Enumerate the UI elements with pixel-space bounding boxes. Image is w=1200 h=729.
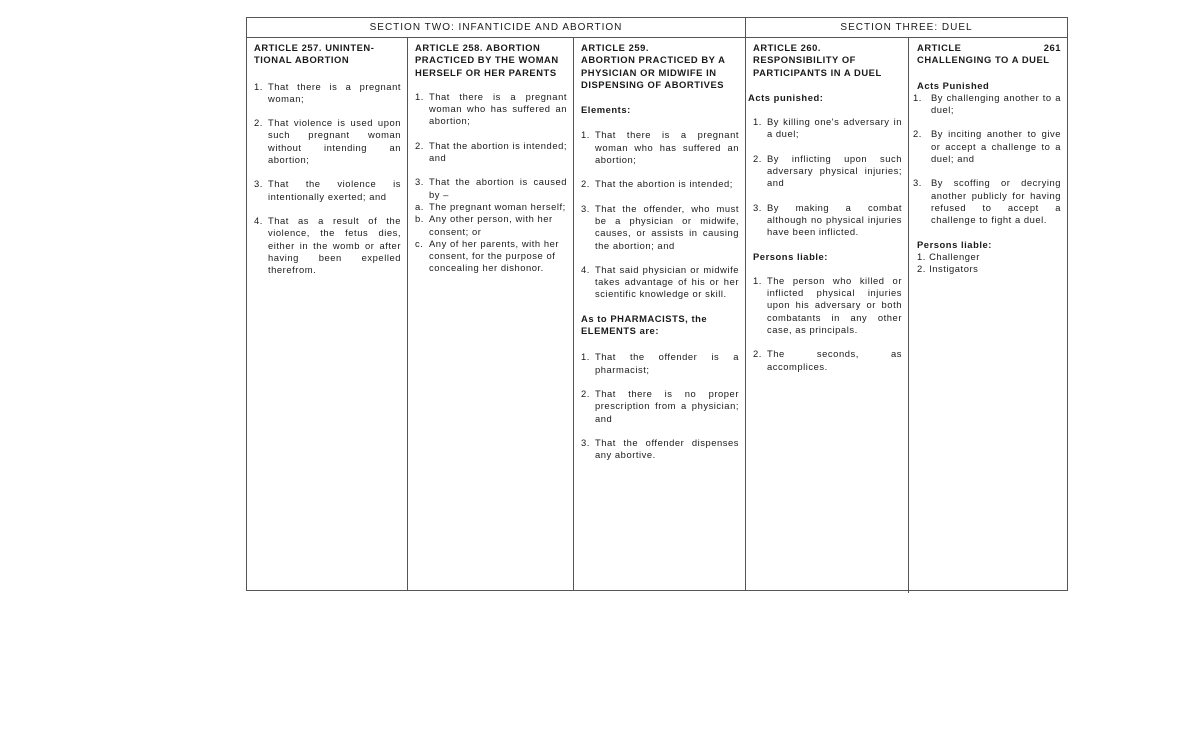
list-item: 1. That the offender is a pharmacist;: [581, 351, 739, 375]
list-item: 3. By making a combat although no physical injuries have been inflicted.: [753, 201, 902, 238]
article-258-list: [415, 91, 567, 201]
section-three-header: SECTION THREE: DUEL: [746, 18, 1067, 38]
acts-punished-label: Acts punished:: [748, 91, 824, 103]
article-257-column: [247, 38, 408, 590]
list-item: 1. By challenging another to a duel;: [913, 91, 1061, 116]
list-item: c. Any of her parents, with her consent, for the purpose of concealing her dishonor.: [415, 237, 560, 274]
list-item: 3. That the offender, who must be a physician or midwife, causes, or assists in causing the abortion; and: [581, 202, 739, 251]
list-item: 1. Challenger: [917, 250, 980, 262]
article-258-title: ARTICLE 258. ABORTION PRACTICED BY THE WOMAN HERSELF OR HER PARENTS: [415, 42, 559, 78]
penal-code-table: [246, 17, 1068, 591]
article-260-acts-list: [753, 116, 902, 238]
list-item: 1. By killing one's adversary in a duel;: [753, 116, 902, 140]
article-259-title: ARTICLE 259. ABORTION PRACTICED BY A PHYSICIAN OR MIDWIFE IN DISPENSING OF ABORTIVES: [581, 42, 726, 90]
list-item: 4. That as a result of the violence, the fetus dies, either in the womb or after having been expelled therefrom.: [254, 214, 401, 276]
article-257-title-line-2: TIONAL ABORTION: [254, 54, 350, 66]
article-260-persons-list: [753, 275, 902, 373]
article-260-column: [746, 38, 908, 590]
persons-liable-label: Persons liable:: [753, 250, 828, 262]
list-item: 2. That the abortion is intended;: [581, 178, 733, 190]
acts-punished-label: Acts Punished: [917, 79, 990, 91]
list-item: 2. By inciting another to give or accept a challenge to a duel; and: [913, 128, 1061, 165]
list-item: b. Any other person, with her consent; or: [415, 213, 553, 237]
article-258-column: [408, 38, 574, 590]
list-item: 1. That there is a pregnant woman who has suffered an abortion;: [415, 90, 567, 127]
list-item: 2. Instigators: [917, 263, 979, 275]
persons-liable-label: Persons liable:: [917, 238, 992, 250]
list-item: 1. That there is a pregnant woman;: [254, 80, 401, 104]
list-item: 3. By scoffing or decrying another publicly for having refused to accept a challenge to fight a duel.: [913, 177, 1061, 226]
article-257-title: [254, 42, 401, 67]
list-item: 2. That there is no proper prescription from a physician; and: [581, 387, 739, 424]
article-257-title-line-1: ARTICLE 257. UNINTEN-: [254, 42, 375, 53]
section-two-header: SECTION TWO: INFANTICIDE AND ABORTION: [247, 18, 746, 38]
article-261-acts-list: [913, 92, 1061, 227]
article-259-pharmacists-list: [581, 351, 739, 461]
list-item: 1. That there is a pregnant woman who has suffered an abortion;: [581, 129, 739, 166]
list-item: 2. The seconds, as accomplices.: [753, 348, 902, 372]
list-item: 2. That violence is used upon such pregnant woman without intending an abortion;: [254, 117, 401, 166]
article-258-sublist: [415, 201, 567, 275]
list-item: 3. That the violence is intentionally exerted; and: [254, 178, 401, 202]
article-259-column: [574, 38, 746, 590]
pharmacists-label: As to PHARMACISTS, the ELEMENTS are:: [581, 312, 708, 337]
article-257-list: [254, 81, 401, 277]
list-item: 4. That said physician or midwife takes advantage of his or her scientific knowledge or skill.: [581, 263, 739, 300]
article-261-persons-list: [917, 251, 1061, 276]
list-item: 2. That the abortion is intended; and: [415, 139, 567, 164]
list-item: 1. The person who killed or inflicted physical injuries upon his adversary or both combatants in any other case, as principals.: [753, 274, 902, 336]
list-item: 3. That the abortion is caused by –: [415, 176, 567, 200]
list-item: a. The pregnant woman herself;: [415, 200, 566, 212]
article-259-elements-list: [581, 129, 739, 300]
list-item: 3. That the offender dispenses any abortive.: [581, 436, 739, 461]
article-260-title: ARTICLE 260. RESPONSIBILITY OF PARTICIPANTS IN A DUEL: [753, 42, 882, 78]
list-item: 2. By inflicting upon such adversary physical injuries; and: [753, 152, 902, 189]
article-261-title: ARTICLE 261 CHALLENGING TO A DUEL: [917, 42, 1061, 66]
article-261-column: [909, 38, 1067, 590]
elements-label: Elements:: [581, 104, 631, 116]
